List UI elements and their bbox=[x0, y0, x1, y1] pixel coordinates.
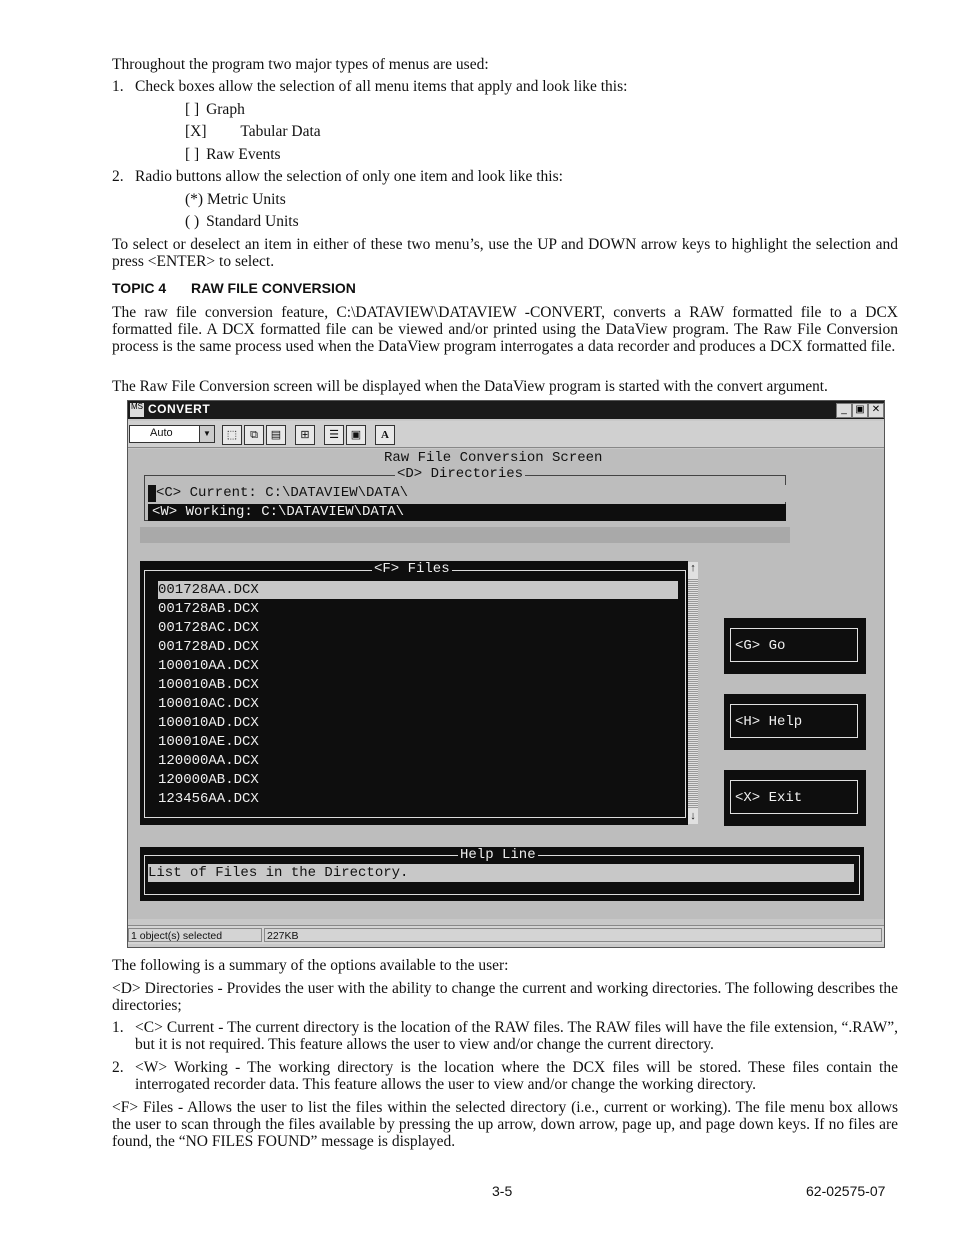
paste-icon[interactable]: ▤ bbox=[266, 425, 286, 445]
help-line-legend: Help Line bbox=[460, 847, 536, 863]
exit-button[interactable]: <X> Exit bbox=[730, 780, 858, 814]
file-list-item[interactable]: 123456AA.DCX bbox=[158, 791, 259, 807]
summary-intro: The following is a summary of the options available to the user: bbox=[112, 957, 509, 974]
radio-example-metric bbox=[185, 191, 286, 209]
checkbox-example-tabular bbox=[185, 123, 321, 141]
file-list-item[interactable]: 100010AB.DCX bbox=[158, 677, 259, 693]
properties-icon[interactable]: ☰ bbox=[324, 425, 344, 445]
fullscreen-icon[interactable]: ⊞ bbox=[295, 425, 315, 445]
checkbox-glyph: [ ] bbox=[185, 101, 200, 118]
list-item-radio: Radio buttons allow the selection of only one item and look like this: bbox=[135, 168, 563, 185]
app-icon: MS bbox=[130, 403, 144, 417]
checkbox-example-graph bbox=[185, 101, 245, 119]
status-bar bbox=[128, 925, 884, 944]
go-button-panel bbox=[724, 618, 866, 674]
radio-label: Metric Units bbox=[206, 191, 286, 208]
checkbox-example-raw-events bbox=[185, 146, 281, 164]
copy-icon[interactable]: ⧉ bbox=[244, 425, 264, 445]
font-size-value: Auto bbox=[150, 427, 173, 439]
topic-number: TOPIC 4 bbox=[112, 280, 167, 296]
file-list-item[interactable]: 100010AE.DCX bbox=[158, 734, 259, 750]
conversion-paragraph: The raw file conversion feature, C:\DATAVIEW\DATAVIEW -CONVERT, converts a RAW formatted file to a DCX formatted file. A DCX formatted file can be viewed and/or printed using the DataView program. The Raw File Conversion process is the same process used when the DataView program interrogates a data recorder and produces a DCX formatted file. bbox=[112, 304, 898, 355]
list-number: 2. bbox=[112, 1059, 124, 1076]
file-list-item[interactable]: 100010AD.DCX bbox=[158, 715, 259, 731]
summary-working: <W> Working - The working directory is the location where the DCX files will be stored. These files contain the interrogated recorder data. This feature allows the user to view and/or change the working directory. bbox=[135, 1059, 898, 1093]
intro-paragraph-select: To select or deselect an item in either of these two menu’s, use the UP and DOWN arrow keys to highlight the selection and press <ENTER> to select. bbox=[112, 236, 898, 270]
files-scrollbar[interactable] bbox=[688, 562, 698, 824]
list-number: 2. bbox=[112, 168, 124, 185]
directories-panel bbox=[140, 467, 790, 527]
checkbox-label: Raw Events bbox=[206, 146, 281, 163]
checkbox-label: Graph bbox=[206, 101, 245, 118]
radio-example-standard bbox=[185, 213, 299, 231]
files-legend: <F> Files bbox=[374, 561, 450, 577]
document-number: 62-02575-07 bbox=[806, 1183, 886, 1199]
conversion-paragraph-screen: The Raw File Conversion screen will be displayed when the DataView program is started with the convert argument. bbox=[112, 378, 828, 395]
go-button[interactable]: <G> Go bbox=[730, 628, 858, 662]
summary-current: <C> Current - The current directory is the location of the RAW files. The RAW files will have the file extension, “.RAW”, but it is not required. This feature allows the user to view and/or change the current directory. bbox=[135, 1019, 898, 1053]
checkbox-glyph: [X] bbox=[185, 123, 207, 140]
directories-legend: <D> Directories bbox=[397, 466, 524, 482]
window-title-bar[interactable] bbox=[128, 401, 884, 419]
summary-directories: <D> Directories - Provides the user with the ability to change the current and working directories. The following describes the directories; bbox=[112, 980, 898, 1014]
background-icon[interactable]: ▣ bbox=[346, 425, 366, 445]
mark-icon[interactable]: ⬚ bbox=[222, 425, 242, 445]
list-number: 1. bbox=[112, 78, 124, 95]
minimize-icon[interactable]: _ bbox=[836, 403, 852, 418]
file-list-item[interactable]: 001728AD.DCX bbox=[158, 639, 259, 655]
checkbox-glyph: [ ] bbox=[185, 146, 200, 163]
scrollbar-track[interactable] bbox=[688, 578, 698, 808]
dos-screen bbox=[128, 449, 884, 919]
file-list-item[interactable]: 001728AC.DCX bbox=[158, 620, 259, 636]
close-icon[interactable]: ✕ bbox=[868, 403, 884, 418]
file-list-item[interactable]: 120000AB.DCX bbox=[158, 772, 259, 788]
window-title: CONVERT bbox=[148, 402, 211, 416]
list-number: 1. bbox=[112, 1019, 124, 1036]
working-directory-field[interactable]: <W> Working: C:\DATAVIEW\DATA\ bbox=[148, 504, 786, 521]
page-number: 3-5 bbox=[492, 1183, 513, 1199]
file-list-item[interactable]: 120000AA.DCX bbox=[158, 753, 259, 769]
checkbox-label: Tabular Data bbox=[240, 123, 321, 140]
toolbar bbox=[128, 421, 884, 448]
status-selected: 1 object(s) selected bbox=[128, 928, 262, 942]
help-button[interactable]: <H> Help bbox=[730, 704, 858, 738]
chevron-down-icon[interactable]: ▼ bbox=[199, 426, 214, 442]
maximize-icon[interactable]: ▣ bbox=[852, 403, 868, 418]
help-line-panel bbox=[140, 847, 864, 901]
scroll-down-icon[interactable]: ↓ bbox=[689, 811, 697, 823]
exit-button-panel bbox=[724, 770, 866, 826]
convert-window bbox=[127, 400, 885, 948]
font-size-select[interactable] bbox=[129, 425, 215, 443]
help-line-text: List of Files in the Directory. bbox=[148, 864, 854, 882]
font-icon[interactable]: A bbox=[375, 425, 395, 445]
status-size: 227KB bbox=[264, 928, 882, 942]
file-list-item-selected[interactable]: 001728AA.DCX bbox=[158, 581, 678, 599]
files-panel bbox=[140, 561, 688, 825]
scroll-up-icon[interactable]: ↑ bbox=[689, 563, 697, 575]
help-button-panel bbox=[724, 694, 866, 750]
current-directory-field[interactable]: <C> Current: C:\DATAVIEW\DATA\ bbox=[148, 485, 786, 502]
radio-glyph: ( ) bbox=[185, 213, 200, 230]
screen-title: Raw File Conversion Screen bbox=[384, 450, 603, 466]
summary-files: <F> Files - Allows the user to list the files within the selected directory (i.e., current or working). The file menu box allows the user to scan through the files available by pressing the up arrow, down arrow, page up, and page down keys. If no files are found, the “NO FILES FOUND” message is displayed. bbox=[112, 1099, 898, 1150]
file-list-item[interactable]: 100010AA.DCX bbox=[158, 658, 259, 674]
file-list-item[interactable]: 001728AB.DCX bbox=[158, 601, 259, 617]
list-item-checkboxes: Check boxes allow the selection of all menu items that apply and look like this: bbox=[135, 78, 628, 95]
radio-label: Standard Units bbox=[206, 213, 299, 230]
file-list-item[interactable]: 100010AC.DCX bbox=[158, 696, 259, 712]
topic-title: RAW FILE CONVERSION bbox=[191, 280, 356, 296]
radio-glyph: (*) bbox=[185, 191, 204, 208]
intro-paragraph: Throughout the program two major types of menus are used: bbox=[112, 56, 489, 73]
